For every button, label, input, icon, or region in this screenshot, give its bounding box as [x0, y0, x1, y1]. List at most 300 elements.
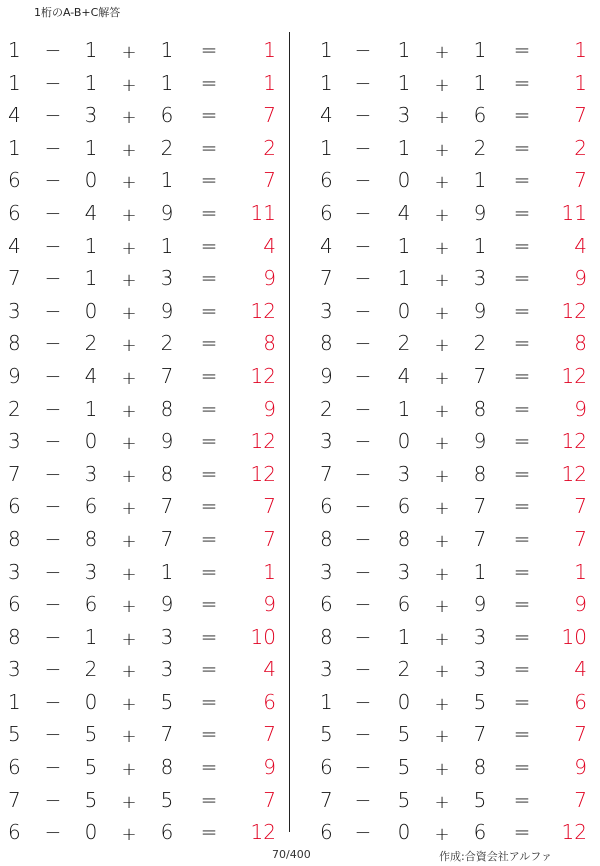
problem-row — [310, 753, 600, 786]
operand-a: 3 — [8, 298, 21, 323]
problem-row — [0, 688, 290, 721]
problem-row — [0, 264, 290, 297]
equals-sign: = — [200, 168, 218, 193]
problem-row — [310, 558, 600, 591]
equals-sign: = — [200, 755, 218, 780]
operand-a: 6 — [320, 200, 333, 225]
plus-sign: + — [121, 726, 137, 748]
right-column — [310, 36, 600, 851]
plus-sign: + — [434, 759, 450, 781]
plus-sign: + — [121, 302, 137, 324]
operand-a: 8 — [320, 331, 333, 356]
equals-sign: = — [200, 820, 218, 845]
answer-value: 9 — [574, 592, 587, 617]
problem-row — [310, 166, 600, 199]
operand-c: 9 — [473, 200, 487, 225]
operand-b: 5 — [397, 787, 411, 812]
equals-sign: = — [513, 624, 531, 649]
minus-sign: − — [44, 526, 62, 551]
operand-c: 8 — [473, 461, 487, 486]
answer-value: 11 — [250, 200, 276, 225]
minus-sign: − — [354, 820, 372, 845]
plus-sign: + — [121, 367, 137, 389]
problem-row — [0, 753, 290, 786]
plus-sign: + — [121, 628, 137, 650]
equals-sign: = — [200, 429, 218, 454]
minus-sign: − — [44, 592, 62, 617]
minus-sign: − — [44, 624, 62, 649]
answer-value: 1 — [574, 38, 587, 62]
equals-sign: = — [513, 135, 531, 160]
operand-b: 2 — [397, 657, 411, 682]
minus-sign: − — [44, 331, 62, 356]
plus-sign: + — [121, 237, 137, 259]
plus-sign: + — [121, 74, 137, 96]
minus-sign: − — [354, 266, 372, 291]
operand-a: 3 — [8, 657, 21, 682]
plus-sign: + — [121, 498, 137, 520]
operand-c: 7 — [473, 494, 487, 519]
plus-sign: + — [434, 139, 450, 161]
equals-sign: = — [513, 461, 531, 486]
operand-a: 7 — [320, 461, 333, 486]
operand-c: 1 — [473, 168, 487, 193]
equals-sign: = — [513, 526, 531, 551]
problem-row — [0, 655, 290, 688]
plus-sign: + — [121, 204, 137, 226]
answer-value: 8 — [574, 331, 587, 356]
plus-sign: + — [121, 791, 137, 813]
operand-c: 8 — [473, 755, 487, 780]
operand-a: 1 — [320, 38, 333, 62]
plus-sign: + — [434, 530, 450, 552]
operand-b: 4 — [84, 363, 98, 388]
operand-b: 4 — [397, 363, 411, 388]
operand-c: 3 — [160, 624, 174, 649]
answer-value: 9 — [263, 592, 276, 617]
minus-sign: − — [44, 429, 62, 454]
operand-a: 8 — [8, 526, 21, 551]
plus-sign: + — [434, 172, 450, 194]
equals-sign: = — [513, 266, 531, 291]
answer-value: 1 — [574, 70, 587, 95]
answer-value: 9 — [263, 396, 276, 421]
equals-sign: = — [200, 38, 218, 62]
problem-row — [310, 460, 600, 493]
minus-sign: − — [44, 787, 62, 812]
answer-value: 12 — [561, 461, 587, 486]
minus-sign: − — [354, 363, 372, 388]
minus-sign: − — [44, 396, 62, 421]
operand-c: 7 — [160, 363, 174, 388]
problem-row — [0, 590, 290, 623]
plus-sign: + — [121, 661, 137, 683]
operand-c: 1 — [160, 168, 174, 193]
operand-a: 7 — [8, 266, 21, 291]
equals-sign: = — [513, 70, 531, 95]
operand-c: 1 — [160, 233, 174, 258]
answer-value: 1 — [263, 559, 276, 584]
problem-row — [0, 362, 290, 395]
operand-c: 6 — [473, 820, 487, 845]
minus-sign: − — [354, 70, 372, 95]
problem-row — [0, 786, 290, 819]
operand-a: 4 — [8, 233, 21, 258]
operand-c: 7 — [160, 526, 174, 551]
operand-c: 3 — [473, 266, 487, 291]
operand-c: 6 — [473, 103, 487, 128]
plus-sign: + — [434, 237, 450, 259]
operand-a: 6 — [320, 755, 333, 780]
operand-c: 1 — [160, 38, 174, 62]
operand-b: 6 — [84, 494, 98, 519]
minus-sign: − — [354, 689, 372, 714]
operand-a: 6 — [8, 592, 21, 617]
problem-row — [310, 69, 600, 102]
problem-row — [0, 492, 290, 525]
operand-b: 1 — [397, 233, 411, 258]
plus-sign: + — [434, 661, 450, 683]
plus-sign: + — [434, 270, 450, 292]
equals-sign: = — [513, 298, 531, 323]
operand-a: 7 — [8, 461, 21, 486]
operand-b: 6 — [84, 592, 98, 617]
operand-b: 3 — [397, 559, 411, 584]
plus-sign: + — [121, 139, 137, 161]
equals-sign: = — [513, 689, 531, 714]
answer-value: 6 — [263, 689, 276, 714]
equals-sign: = — [200, 787, 218, 812]
equals-sign: = — [513, 755, 531, 780]
plus-sign: + — [434, 433, 450, 455]
operand-b: 0 — [84, 689, 98, 714]
operand-a: 3 — [320, 559, 333, 584]
operand-a: 1 — [320, 135, 333, 160]
equals-sign: = — [513, 103, 531, 128]
operand-c: 2 — [160, 135, 174, 160]
equals-sign: = — [513, 787, 531, 812]
operand-c: 9 — [473, 592, 487, 617]
answer-value: 1 — [574, 559, 587, 584]
operand-b: 6 — [397, 592, 411, 617]
problem-row — [310, 655, 600, 688]
equals-sign: = — [200, 298, 218, 323]
operand-a: 8 — [320, 526, 333, 551]
operand-c: 9 — [160, 200, 174, 225]
minus-sign: − — [354, 559, 372, 584]
problem-row — [310, 36, 600, 69]
answer-value: 7 — [263, 722, 276, 747]
operand-b: 8 — [84, 526, 98, 551]
answer-value: 12 — [561, 298, 587, 323]
problem-row — [310, 525, 600, 558]
problem-row — [0, 460, 290, 493]
equals-sign: = — [513, 429, 531, 454]
page-number: 70/400 — [272, 848, 311, 861]
operand-c: 9 — [160, 592, 174, 617]
plus-sign: + — [434, 693, 450, 715]
operand-a: 6 — [8, 494, 21, 519]
problem-row — [0, 720, 290, 753]
equals-sign: = — [200, 494, 218, 519]
operand-a: 6 — [8, 755, 21, 780]
operand-c: 2 — [160, 331, 174, 356]
problem-row — [0, 134, 290, 167]
plus-sign: + — [121, 107, 137, 129]
equals-sign: = — [200, 396, 218, 421]
minus-sign: − — [354, 135, 372, 160]
minus-sign: − — [44, 168, 62, 193]
operand-b: 1 — [397, 38, 411, 62]
answer-value: 7 — [263, 168, 276, 193]
operand-a: 6 — [320, 592, 333, 617]
equals-sign: = — [200, 331, 218, 356]
problem-row — [310, 623, 600, 656]
problem-row — [0, 199, 290, 232]
problem-row — [310, 427, 600, 460]
answer-value: 10 — [561, 624, 587, 649]
equals-sign: = — [513, 494, 531, 519]
problem-row — [0, 558, 290, 591]
equals-sign: = — [200, 526, 218, 551]
minus-sign: − — [354, 168, 372, 193]
answer-value: 12 — [561, 820, 587, 845]
problem-row — [0, 623, 290, 656]
answer-value: 9 — [263, 755, 276, 780]
problem-row — [310, 101, 600, 134]
operand-c: 9 — [473, 429, 487, 454]
operand-b: 1 — [397, 396, 411, 421]
operand-b: 2 — [84, 657, 98, 682]
problem-row — [310, 590, 600, 623]
operand-b: 1 — [397, 266, 411, 291]
operand-b: 3 — [84, 559, 98, 584]
operand-a: 7 — [320, 787, 333, 812]
answer-value: 12 — [250, 363, 276, 388]
answer-value: 7 — [574, 103, 587, 128]
left-column — [0, 36, 290, 851]
problem-row — [0, 297, 290, 330]
equals-sign: = — [513, 168, 531, 193]
operand-a: 3 — [320, 429, 333, 454]
operand-c: 1 — [160, 559, 174, 584]
equals-sign: = — [200, 657, 218, 682]
operand-a: 4 — [320, 233, 333, 258]
answer-value: 12 — [250, 298, 276, 323]
operand-b: 3 — [84, 103, 98, 128]
plus-sign: + — [434, 824, 450, 846]
author-credit: 作成:合資会社アルファ — [439, 850, 553, 863]
minus-sign: − — [44, 38, 62, 62]
operand-b: 2 — [397, 331, 411, 356]
minus-sign: − — [354, 396, 372, 421]
minus-sign: − — [44, 233, 62, 258]
problem-row — [310, 395, 600, 428]
equals-sign: = — [513, 820, 531, 845]
operand-a: 6 — [320, 168, 333, 193]
equals-sign: = — [513, 592, 531, 617]
operand-a: 1 — [8, 70, 21, 95]
operand-b: 5 — [84, 722, 98, 747]
equals-sign: = — [200, 592, 218, 617]
operand-a: 1 — [8, 38, 21, 62]
operand-a: 9 — [8, 363, 21, 388]
answer-value: 6 — [574, 689, 587, 714]
operand-c: 1 — [160, 70, 174, 95]
plus-sign: + — [121, 400, 137, 422]
operand-a: 1 — [8, 689, 21, 714]
plus-sign: + — [121, 42, 137, 63]
operand-b: 5 — [397, 755, 411, 780]
operand-a: 6 — [320, 820, 333, 845]
minus-sign: − — [354, 657, 372, 682]
minus-sign: − — [354, 38, 372, 62]
equals-sign: = — [513, 396, 531, 421]
minus-sign: − — [44, 820, 62, 845]
equals-sign: = — [200, 103, 218, 128]
plus-sign: + — [434, 628, 450, 650]
problem-row — [310, 199, 600, 232]
answer-value: 8 — [263, 331, 276, 356]
answer-value: 7 — [574, 168, 587, 193]
operand-a: 6 — [320, 494, 333, 519]
problem-row — [310, 134, 600, 167]
answer-value: 9 — [574, 266, 587, 291]
equals-sign: = — [200, 363, 218, 388]
problem-row — [310, 786, 600, 819]
minus-sign: − — [44, 266, 62, 291]
problem-row — [310, 688, 600, 721]
plus-sign: + — [121, 563, 137, 585]
plus-sign: + — [121, 335, 137, 357]
problem-row — [310, 362, 600, 395]
operand-b: 3 — [397, 103, 411, 128]
operand-a: 7 — [320, 266, 333, 291]
minus-sign: − — [44, 461, 62, 486]
plus-sign: + — [434, 42, 450, 63]
answer-value: 4 — [263, 233, 276, 258]
operand-a: 1 — [8, 135, 21, 160]
answer-value: 11 — [561, 200, 587, 225]
equals-sign: = — [513, 722, 531, 747]
minus-sign: − — [44, 103, 62, 128]
problem-row — [0, 818, 290, 851]
operand-c: 3 — [160, 266, 174, 291]
minus-sign: − — [44, 755, 62, 780]
problem-row — [0, 69, 290, 102]
answer-value: 7 — [574, 494, 587, 519]
answer-value: 10 — [250, 624, 276, 649]
plus-sign: + — [434, 74, 450, 96]
operand-a: 3 — [320, 657, 333, 682]
plus-sign: + — [434, 335, 450, 357]
plus-sign: + — [434, 563, 450, 585]
plus-sign: + — [121, 530, 137, 552]
operand-c: 2 — [473, 331, 487, 356]
operand-a: 8 — [8, 331, 21, 356]
problem-row — [0, 166, 290, 199]
operand-a: 5 — [320, 722, 333, 747]
minus-sign: − — [354, 526, 372, 551]
equals-sign: = — [513, 331, 531, 356]
operand-a: 8 — [320, 624, 333, 649]
plus-sign: + — [434, 367, 450, 389]
equals-sign: = — [200, 200, 218, 225]
operand-c: 9 — [160, 429, 174, 454]
minus-sign: − — [354, 461, 372, 486]
answer-value: 7 — [263, 494, 276, 519]
answer-value: 12 — [250, 461, 276, 486]
operand-c: 3 — [160, 657, 174, 682]
plus-sign: + — [121, 172, 137, 194]
answer-value: 12 — [250, 429, 276, 454]
operand-a: 2 — [320, 396, 333, 421]
operand-c: 3 — [473, 657, 487, 682]
operand-b: 1 — [397, 624, 411, 649]
operand-a: 3 — [8, 429, 21, 454]
operand-b: 0 — [397, 820, 411, 845]
operand-a: 1 — [320, 70, 333, 95]
minus-sign: − — [354, 755, 372, 780]
plus-sign: + — [434, 791, 450, 813]
operand-c: 8 — [160, 461, 174, 486]
problem-row — [310, 329, 600, 362]
minus-sign: − — [44, 689, 62, 714]
answer-value: 1 — [263, 38, 276, 62]
minus-sign: − — [354, 429, 372, 454]
answer-value: 9 — [263, 266, 276, 291]
answer-value: 9 — [574, 755, 587, 780]
answer-value: 12 — [561, 429, 587, 454]
operand-c: 7 — [160, 494, 174, 519]
operand-b: 1 — [84, 266, 98, 291]
operand-c: 1 — [473, 38, 487, 62]
minus-sign: − — [44, 135, 62, 160]
plus-sign: + — [434, 726, 450, 748]
plus-sign: + — [434, 204, 450, 226]
equals-sign: = — [200, 624, 218, 649]
minus-sign: − — [44, 559, 62, 584]
equals-sign: = — [513, 200, 531, 225]
operand-c: 1 — [473, 559, 487, 584]
answer-value: 2 — [574, 135, 587, 160]
problem-row — [310, 232, 600, 265]
problem-row — [0, 525, 290, 558]
minus-sign: − — [354, 200, 372, 225]
operand-b: 4 — [84, 200, 98, 225]
answer-value: 7 — [263, 103, 276, 128]
problem-row — [0, 329, 290, 362]
minus-sign: − — [44, 200, 62, 225]
answer-value: 7 — [263, 787, 276, 812]
operand-b: 1 — [397, 70, 411, 95]
problem-row — [0, 232, 290, 265]
problem-row — [310, 720, 600, 753]
answer-value: 7 — [263, 526, 276, 551]
operand-a: 6 — [8, 820, 21, 845]
operand-c: 3 — [473, 624, 487, 649]
operand-c: 9 — [473, 298, 487, 323]
problem-row — [310, 264, 600, 297]
operand-a: 1 — [320, 689, 333, 714]
column-divider — [289, 32, 290, 832]
operand-b: 1 — [84, 624, 98, 649]
plus-sign: + — [121, 824, 137, 846]
minus-sign: − — [354, 592, 372, 617]
operand-c: 6 — [160, 820, 174, 845]
equals-sign: = — [200, 233, 218, 258]
problem-row — [0, 36, 290, 69]
